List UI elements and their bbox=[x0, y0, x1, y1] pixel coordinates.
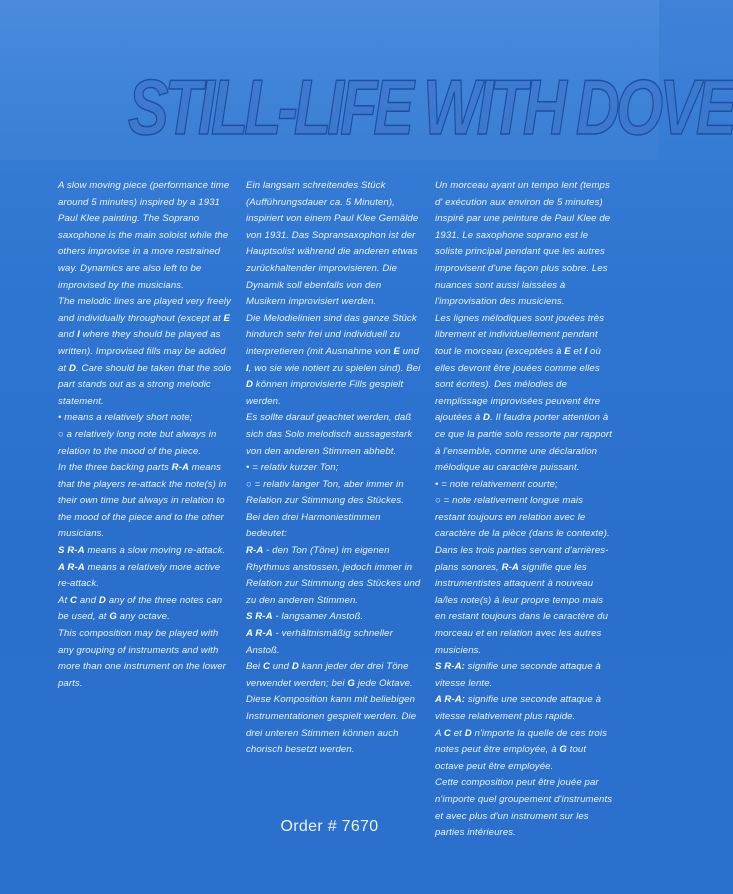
french-notes-cd: A C et D n'importe la quelle de ces trois notes peut être employée, à G tout octave peut être employée. bbox=[435, 727, 607, 772]
english-backing-parts: In the three backing parts R-A means that the players re-attack the note(s) in their own time but always in relation to the mood of the piece and to the other musicians. bbox=[58, 462, 227, 540]
french-intro: Un morceau ayant un tempo lent (temps d' exécution aux environ de 5 minutes) inspiré par une peinture de Paul Klee de 1931. Le saxophone soprano est le soliste principal pendant que les autres improvisent d'une façon plus sobre. Les nuances sont aussi laissées à l'improvisation des musiciens. bbox=[435, 180, 611, 308]
mark-ra: R-A bbox=[171, 462, 189, 474]
german-column bbox=[246, 178, 422, 759]
german-harmony-parts: Bei den drei Harmoniestimmen bedeutet: bbox=[246, 511, 381, 540]
german-ara: A R-A - verhältnismäßig schneller Anstoß. bbox=[246, 628, 393, 656]
page-title: STILL-LIFE WITH DOVE bbox=[128, 63, 733, 151]
german-melodic-lines: Die Melodielinien sind das ganze Stück hindurch sehr frei und individuell zu interpretieren (mit Ausnahme von E und I, wo sie wie notiert zu spielen sind). Bei D können improvisierte Fills gespielt werden. bbox=[246, 312, 421, 407]
english-notes-cd: At C and D any of the three notes can be used, at G any octave. bbox=[58, 594, 223, 623]
french-sra: S R-A: signifie une seconde attaque à vitesse lente. bbox=[435, 661, 601, 689]
english-intro: A slow moving piece (performance time around 5 minutes) inspired by a 1931 Paul Klee painting. The Soprano saxophone is the main soloist while the others improvise in a more restrained way. Dynamics are also left to be improvised by the musicians. bbox=[58, 180, 230, 291]
english-sra: S R-A means a slow moving re-attack. bbox=[58, 545, 226, 557]
german-intro: Ein langsam schreitendes Stück (Aufführungsdauer ca. 5 Minuten), inspiriert von einem Paul Klee Gemälde von 1931. Das Sopransaxophon ist der Hauptsolist während die anderen etwas zurückhaltender improvisieren. Die Dynamik soll ebenfalls von den Musikern improvisiert werden. bbox=[246, 180, 419, 308]
french-column bbox=[435, 178, 614, 842]
mark-i: I bbox=[77, 329, 80, 341]
german-solo-note: Es sollte darauf geachtet werden, daß sich das Solo melodisch aussagestark von den anderen Stimmen abhebt. bbox=[246, 412, 413, 457]
english-long-note: ○ a relatively long note but always in relation to the mood of the piece. bbox=[58, 428, 217, 457]
english-column bbox=[58, 178, 234, 692]
french-short-note: • = note relativement courte; bbox=[435, 478, 558, 490]
english-ara: A R-A means a relatively more active re-attack. bbox=[58, 561, 221, 590]
french-instrumentation: Cette composition peut être jouée par n'importe quel groupement d'instruments et avec plus d'un instrument sur les parties intérieures. bbox=[435, 777, 613, 839]
german-sra: S R-A - langsamer Anstoß. bbox=[246, 611, 364, 623]
english-melodic-lines: The melodic lines are played very freely and individually throughout (except at E and I where they should be played as written). Improvised fills may be added at D. Care should be taken that the solo part stands out as a strong melodic statement. bbox=[58, 296, 232, 407]
german-ra: R-A - den Ton (Töne) im eigenen Rhythmus anstossen, jedoch immer in Relation zur Stimmung des Stückes und zu den anderen Stimmen. bbox=[246, 545, 421, 606]
french-melodic-lines: Les lignes mélodiques sont jouées très librement et individuellement pendant tout le morceau (exceptées à E et I où elles devront être jouées comme elles sont écrites). Des mélodies de remplissage improvisées peuvent être ajoutées à D. Il faudra porter attention à ce que la partie solo ressorte par rapport à l'ensemble, comme une déclaration mélodique au caractère puissant. bbox=[435, 312, 612, 474]
order-number: Order # 7670 bbox=[280, 818, 379, 835]
german-long-note: ○ = relativ langer Ton, aber immer in Relation zur Stimmung des Stückes. bbox=[246, 478, 405, 507]
french-ara: A R-A: signifie une seconde attaque à vitesse relativement plus rapide. bbox=[435, 694, 602, 722]
mark-d: D bbox=[68, 362, 76, 374]
german-instrumentation: Diese Komposition kann mit beliebigen Instrumentationen gespielt werden. Die drei unteren Stimmen können auch chorisch besetzt werden. bbox=[246, 694, 417, 756]
english-instrumentation: This composition may be played with any grouping of instruments and with more than one instrument on the lower parts. bbox=[58, 628, 226, 689]
french-backing-parts: Dans les trois parties servant d'arrières-plans sonores, R-A signifie que les instrumentistes attaquent à nouveau la/les note(s) à leur propre tempo mais en restant toujours dans le caractère du morceau et en relation avec les autres musiciens. bbox=[435, 545, 609, 656]
mark-e: E bbox=[223, 312, 230, 324]
german-short-note: • = relativ kurzer Ton; bbox=[246, 462, 339, 474]
german-notes-cd: Bei C und D kann jeder der drei Töne verwendet werden; bei G jede Oktave. bbox=[246, 661, 413, 689]
french-long-note: ○ = note relativement longue mais restant toujours en relation avec le caractère de la pièce (dans le contexte). bbox=[435, 495, 610, 540]
english-short-note: • means a relatively short note; bbox=[58, 412, 193, 424]
